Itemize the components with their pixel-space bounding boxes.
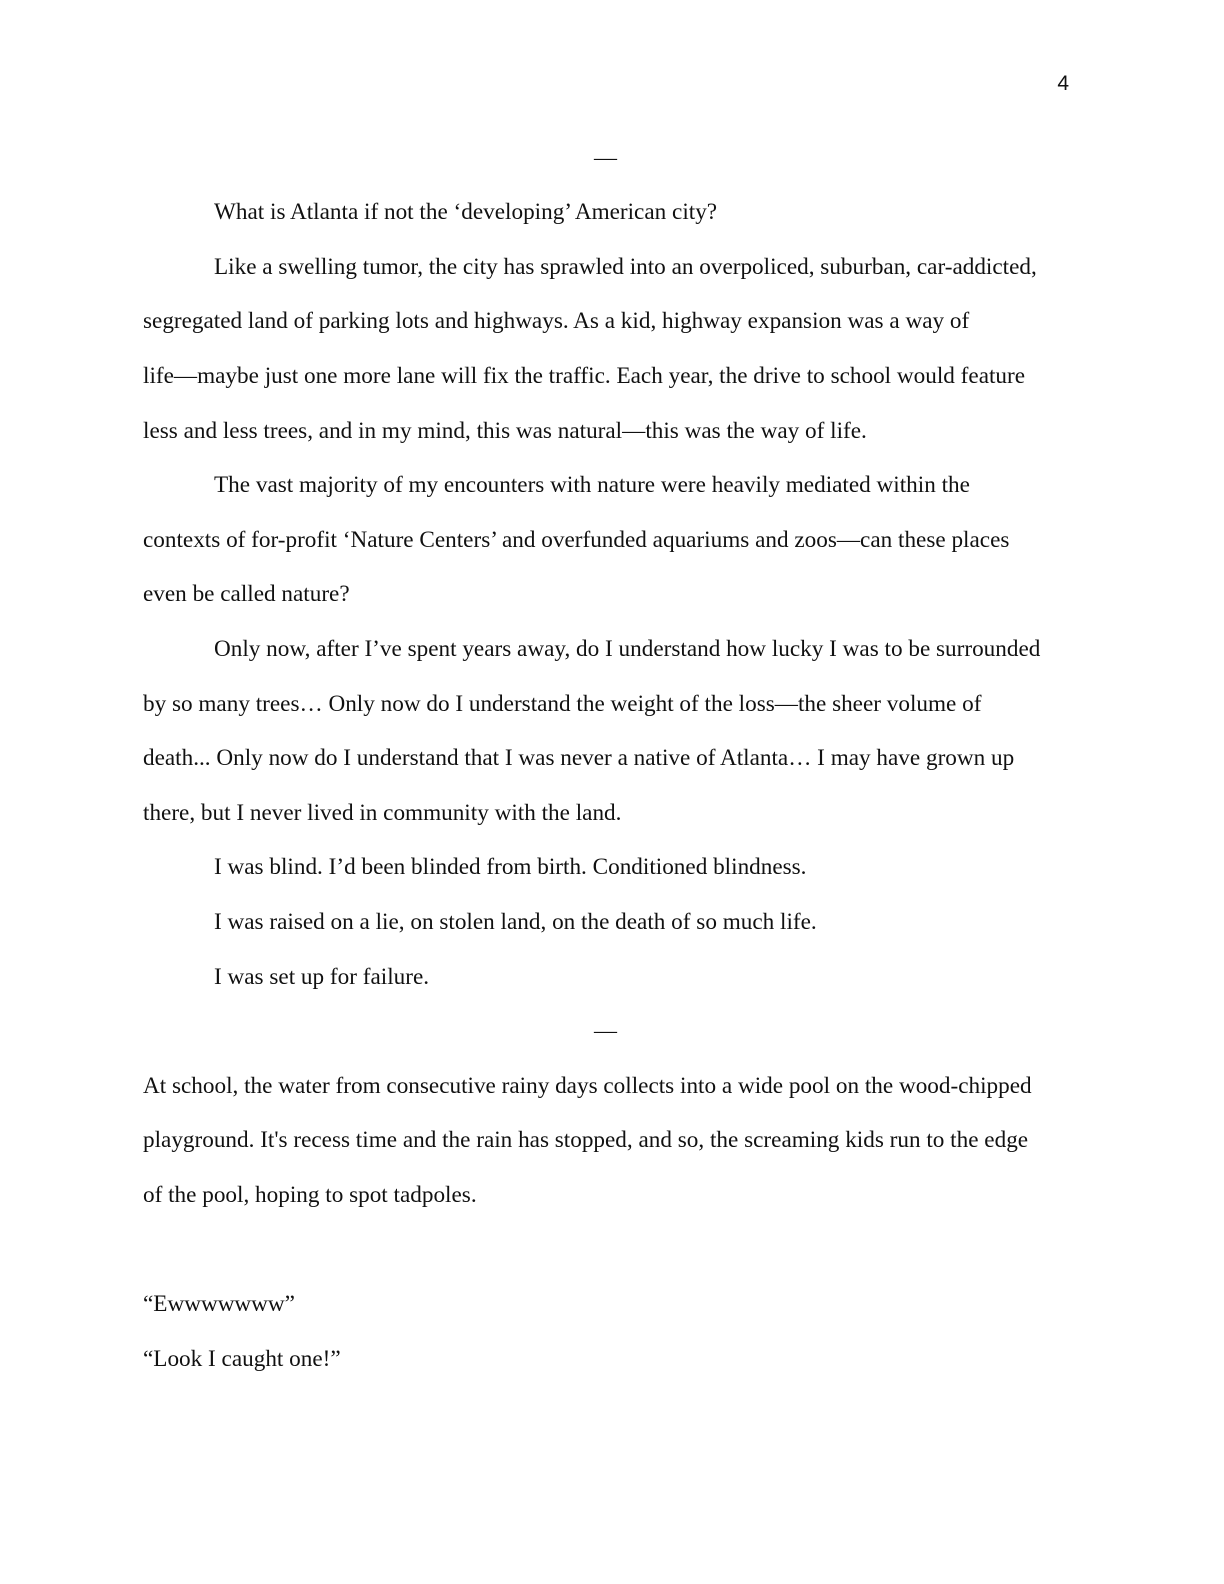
- page-number: 4: [1057, 72, 1069, 95]
- paragraph-4-line-1: Only now, after I’ve spent years away, do I understand how lucky I was to be surrounded: [214, 636, 1041, 662]
- paragraph-4-line-4: there, but I never lived in community with the land.: [143, 800, 622, 826]
- dialogue-quote-1: “Ewwwwwww”: [143, 1291, 295, 1317]
- dialogue-quote-2: “Look I caught one!”: [143, 1346, 341, 1372]
- paragraph-6: I was raised on a lie, on stolen land, on the death of so much life.: [214, 909, 817, 935]
- paragraph-2-line-4: less and less trees, and in my mind, this was natural—this was the way of life.: [143, 418, 867, 444]
- paragraph-4-line-2: by so many trees… Only now do I understand the weight of the loss—the sheer volume of: [143, 691, 982, 717]
- paragraph-3-line-1: The vast majority of my encounters with nature were heavily mediated within the: [214, 472, 970, 498]
- section-2-paragraph-1-line-1: At school, the water from consecutive rainy days collects into a wide pool on the wood-chipped: [143, 1073, 1032, 1099]
- paragraph-5: I was blind. I’d been blinded from birth. Conditioned blindness.: [214, 854, 807, 880]
- paragraph-3-line-3: even be called nature?: [143, 581, 350, 607]
- section-2-paragraph-1-line-2: playground. It's recess time and the rain has stopped, and so, the screaming kids run to the edge: [143, 1127, 1029, 1153]
- section-separator-2: —: [594, 1018, 617, 1043]
- paragraph-1-line-1: What is Atlanta if not the ‘developing’ American city?: [214, 199, 718, 225]
- section-separator-1: —: [594, 145, 617, 170]
- paragraph-2-line-1: Like a swelling tumor, the city has sprawled into an overpoliced, suburban, car-addicted,: [214, 254, 1037, 280]
- paragraph-7: I was set up for failure.: [214, 964, 430, 990]
- paragraph-3-line-2: contexts of for-profit ‘Nature Centers’ and overfunded aquariums and zoos—can these places: [143, 527, 1010, 553]
- paragraph-2-line-2: segregated land of parking lots and highways. As a kid, highway expansion was a way of: [143, 308, 970, 334]
- paragraph-2-line-3: life—maybe just one more lane will fix the traffic. Each year, the drive to school would feature: [143, 363, 1026, 389]
- section-2-paragraph-1-line-3: of the pool, hoping to spot tadpoles.: [143, 1182, 477, 1208]
- paragraph-4-line-3: death... Only now do I understand that I was never a native of Atlanta… I may have grown up: [143, 745, 1015, 771]
